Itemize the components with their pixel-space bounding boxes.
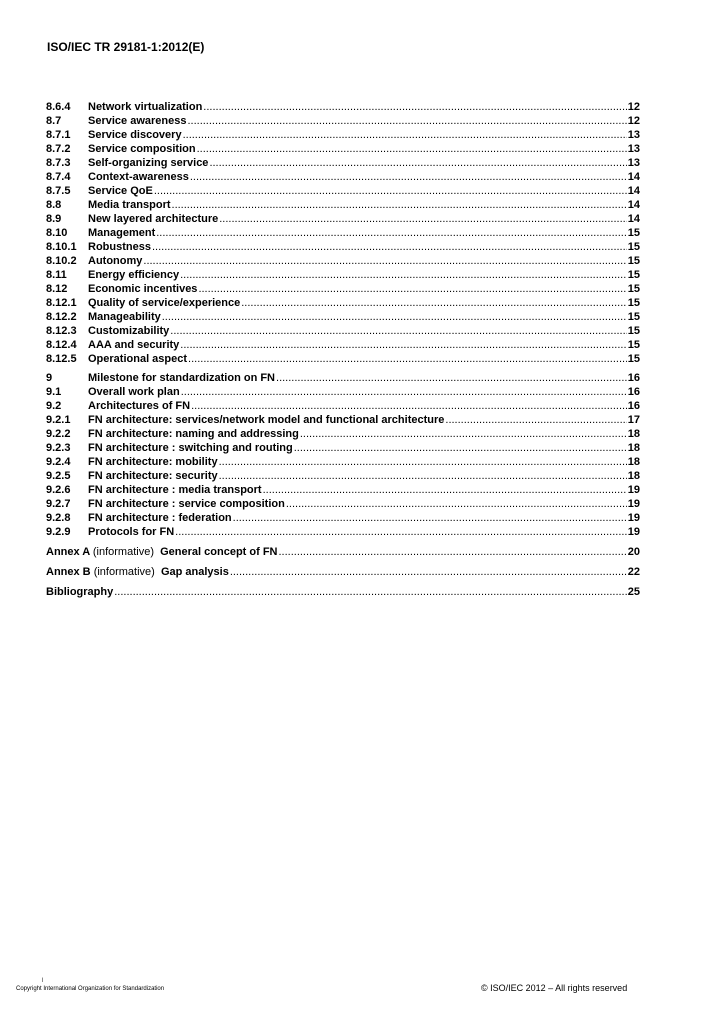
table-of-contents (46, 100, 640, 599)
toc-entry[interactable]: 9.1 Overall work plan ..... 16 (46, 385, 640, 399)
toc-entry[interactable]: 8.8 Media transport ..... 14 (46, 198, 640, 212)
toc-entry[interactable]: 8.12.5 Operational aspect ..... 15 (46, 352, 640, 366)
toc-entry[interactable]: 9.2.9 Protocols for FN ..... 19 (46, 525, 640, 539)
toc-entry[interactable]: 8.6.4 Network virtualization ..... 12 (46, 100, 640, 114)
toc-annex-b[interactable]: Annex B (informative) Gap analysis ..... 22 (46, 565, 640, 579)
toc-entry[interactable]: 9.2.4 FN architecture: mobility ..... 18 (46, 455, 640, 469)
toc-entry[interactable]: 9 Milestone for standardization on FN ..... 16 (46, 371, 640, 385)
toc-entry[interactable]: 8.12.4 AAA and security ..... 15 (46, 338, 640, 352)
toc-entry[interactable]: 8.9 New layered architecture ..... 14 (46, 212, 640, 226)
toc-entry[interactable]: 8.7.1 Service discovery ..... 13 (46, 128, 640, 142)
footer-mark: İ (42, 978, 44, 984)
toc-entry[interactable]: 9.2.3 FN architecture : switching and routing ..... 18 (46, 441, 640, 455)
copyright-notice: Copyright International Organization for Standardization (16, 986, 165, 992)
toc-entry[interactable]: 8.10 Management ..... 15 (46, 226, 640, 240)
toc-entry[interactable]: 8.12.3 Customizability ..... 15 (46, 324, 640, 338)
toc-entry[interactable]: 9.2 Architectures of FN ..... 16 (46, 399, 640, 413)
toc-entry[interactable]: 9.2.6 FN architecture : media transport ..... 19 (46, 483, 640, 497)
toc-entry[interactable]: 8.7 Service awareness ..... 12 (46, 114, 640, 128)
toc-entry[interactable]: 8.12.1 Quality of service/experience ..... 15 (46, 296, 640, 310)
toc-entry[interactable]: 9.2.1 FN architecture: services/network model and functional architecture ..... 17 (46, 413, 640, 427)
toc-entry[interactable]: 8.10.1 Robustness ..... 15 (46, 240, 640, 254)
toc-annex-a[interactable]: Annex A (informative) General concept of FN ..... 20 (46, 545, 640, 559)
toc-entry[interactable]: 8.7.4 Context-awareness ..... 14 (46, 170, 640, 184)
rights-reserved: © ISO/IEC 2012 – All rights reserved (481, 983, 628, 993)
toc-entry[interactable]: 8.7.5 Service QoE ..... 14 (46, 184, 640, 198)
toc-entry[interactable]: 8.10.2 Autonomy ..... 15 (46, 254, 640, 268)
toc-entry[interactable]: 8.7.2 Service composition ..... 13 (46, 142, 640, 156)
toc-entry[interactable]: 8.12 Economic incentives ..... 15 (46, 282, 640, 296)
toc-entry[interactable]: 8.7.3 Self-organizing service ..... 13 (46, 156, 640, 170)
toc-entry[interactable]: 9.2.2 FN architecture: naming and addressing ..... 18 (46, 427, 640, 441)
toc-entry[interactable]: 8.11 Energy efficiency ..... 15 (46, 268, 640, 282)
toc-entry[interactable]: 9.2.8 FN architecture : federation ..... 19 (46, 511, 640, 525)
document-header: ISO/IEC TR 29181-1:2012(E) (47, 40, 205, 54)
toc-entry[interactable]: 9.2.7 FN architecture : service composition ..... 19 (46, 497, 640, 511)
toc-entry[interactable]: 9.2.5 FN architecture: security ..... 18 (46, 469, 640, 483)
toc-entry[interactable]: 8.12.2 Manageability ..... 15 (46, 310, 640, 324)
toc-bibliography[interactable]: Bibliography ..... 25 (46, 585, 640, 599)
